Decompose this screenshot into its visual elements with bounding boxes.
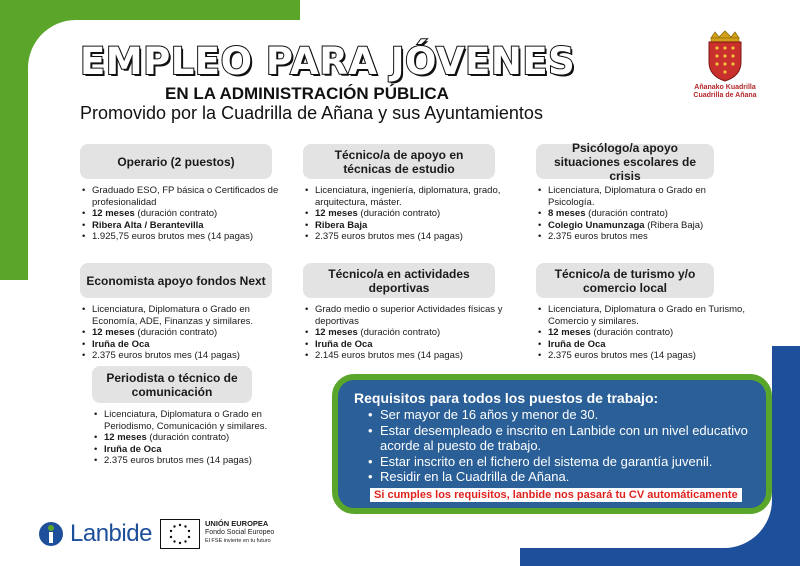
eu-fund: Fondo Social Europeo xyxy=(205,529,275,536)
job-duration: • 12 meses (duración contrato) xyxy=(92,432,302,444)
job-title: Psicólogo/a apoyo situaciones escolares de crisis xyxy=(536,144,714,179)
job-duration: • 8 meses (duración contrato) xyxy=(536,208,746,220)
job-requirement: • Licenciatura, Diplomatura o Grado en Periodismo, Comunicación y similares. xyxy=(92,409,302,432)
job-requirement: • Graduado ESO, FP básica o Certificados de profesionalidad xyxy=(80,185,290,208)
job-location: • Ribera Baja xyxy=(303,220,513,232)
job-title: Técnico/a en actividades deportivas xyxy=(303,263,495,298)
job-title: Técnico/a de apoyo en técnicas de estudio xyxy=(303,144,495,179)
job-salary: • 2.375 euros brutos mes xyxy=(536,231,746,243)
job-duration: • 12 meses (duración contrato) xyxy=(536,327,746,339)
job-card-tecnico-estudio xyxy=(303,144,513,243)
requirements-box xyxy=(332,374,772,514)
logo-text-spanish: Cuadrilla de Añana xyxy=(693,92,757,99)
job-requirement: • Grado medio o superior Actividades físicas y deportivas xyxy=(303,304,513,327)
job-title: Economista apoyo fondos Next xyxy=(80,263,272,298)
job-location: • Iruña de Oca xyxy=(303,339,513,351)
cv-note: Si cumples los requisitos, lanbide nos pasará tu CV automáticamente xyxy=(370,488,742,502)
page-title: EMPLEO PARA JÓVENES xyxy=(80,40,576,83)
job-title: Técnico/a de turismo y/o comercio local xyxy=(536,263,714,298)
lanbide-wordmark: Lanbide xyxy=(70,520,152,547)
job-title: Operario (2 puestos) xyxy=(80,144,272,179)
eu-flag-icon xyxy=(160,519,200,549)
job-duration: • 12 meses (duración contrato) xyxy=(80,208,290,220)
subtitle-promoter: Promovido por la Cuadrilla de Añana y sus Ayuntamientos xyxy=(80,103,543,123)
job-duration: • 12 meses (duración contrato) xyxy=(303,208,513,220)
requirement-item: • Residir en la Cuadrilla de Añana. xyxy=(368,469,752,485)
job-location: • Iruña de Oca xyxy=(92,444,302,456)
lanbide-logo xyxy=(38,520,152,548)
job-requirement: • Licenciatura, Diplomatura o Grado en Economía, ADE, Finanzas y similares. xyxy=(80,304,290,327)
job-salary: • 2.375 euros brutos mes (14 pagas) xyxy=(303,231,513,243)
job-requirement: • Licenciatura, Diplomatura o Grado en Psicología. xyxy=(536,185,746,208)
job-salary: • 2.375 euros brutos mes (14 pagas) xyxy=(80,350,290,362)
job-card-actividades-deportivas xyxy=(303,263,513,362)
logo-text-basque: Añanako Kuadrilla xyxy=(694,84,756,91)
eu-slogan: El FSE invierte en tu futuro xyxy=(205,538,271,544)
job-card-turismo xyxy=(536,263,746,362)
job-salary: • 1.925,75 euros brutos mes (14 pagas) xyxy=(80,231,290,243)
job-card-periodista xyxy=(92,366,302,467)
eu-title: UNIÓN EUROPEA xyxy=(205,519,269,528)
job-location: • Iruña de Oca xyxy=(536,339,746,351)
coat-of-arms-icon xyxy=(705,30,745,82)
subtitle-administration: EN LA ADMINISTRACIÓN PÚBLICA xyxy=(165,84,449,103)
job-salary: • 2.145 euros brutos mes (14 pagas) xyxy=(303,350,513,362)
requirement-item: • Ser mayor de 16 años y menor de 30. xyxy=(368,407,752,423)
job-requirement: • Licenciatura, Diplomatura o Grado en Turismo, Comercio y similares. xyxy=(536,304,746,327)
job-card-economista xyxy=(80,263,290,362)
job-location: • Ribera Alta / Berantevilla xyxy=(80,220,290,232)
job-title: Periodista o técnico de comunicación xyxy=(92,366,252,403)
requirements-title: Requisitos para todos los puestos de trabajo: xyxy=(354,390,659,406)
requirement-item: • Estar desempleado e inscrito en Lanbide con un nivel educativo acorde al puesto de trabajo. xyxy=(368,423,752,454)
job-salary: • 2.375 euros brutos mes (14 pagas) xyxy=(92,455,302,467)
job-salary: • 2.375 euros brutos mes (14 pagas) xyxy=(536,350,746,362)
job-duration: • 12 meses (duración contrato) xyxy=(303,327,513,339)
eu-logo xyxy=(160,519,274,549)
job-card-operario xyxy=(80,144,290,243)
requirement-item: • Estar inscrito en el fichero del sistema de garantía juvenil. xyxy=(368,454,752,470)
job-duration: • 12 meses (duración contrato) xyxy=(80,327,290,339)
cuadrilla-logo xyxy=(690,30,760,100)
job-location: • Colegio Unamunzaga (Ribera Baja) xyxy=(536,220,746,232)
job-requirement: • Licenciatura, ingeniería, diplomatura, grado, arquitectura, máster. xyxy=(303,185,513,208)
job-location: • Iruña de Oca xyxy=(80,339,290,351)
job-card-psicologo xyxy=(536,140,746,243)
lanbide-icon xyxy=(38,521,64,547)
